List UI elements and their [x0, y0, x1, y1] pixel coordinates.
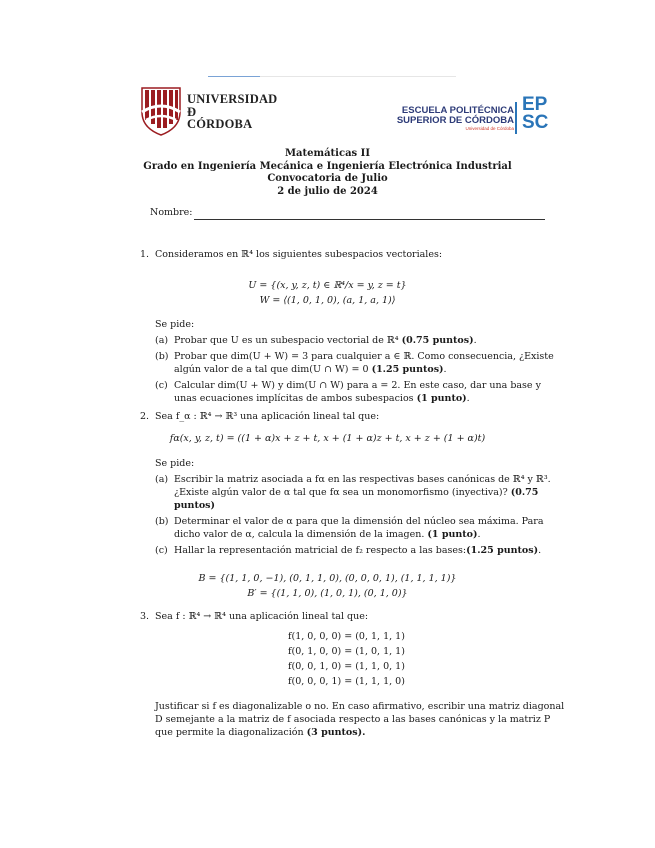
epsc-divider	[515, 102, 517, 134]
session: Convocatoria de Julio	[267, 173, 388, 185]
q3-eq-1: f(1, 0, 0, 0) = (0, 1, 1, 1)	[288, 631, 405, 642]
q2-se-pide: Se pide:	[155, 458, 195, 469]
q3-eq-4: f(0, 0, 0, 1) = (1, 1, 1, 0)	[288, 676, 405, 687]
q1-b-line1: Probar que dim(U + W) = 3 para cualquier a ∈ ℝ. Como consecuencia, ¿Existe	[174, 351, 554, 362]
top-rule	[208, 76, 456, 77]
q2-c-label: (c)	[155, 545, 168, 556]
q1-b-line2: algún valor de a tal que dim(U ∩ W) = 0 (1.25 puntos).	[174, 364, 447, 375]
q2-intro: Sea f_α : ℝ⁴ → ℝ³ una aplicación lineal tal que:	[155, 411, 380, 422]
q3-number: 3.	[140, 611, 150, 622]
q2-b-line1: Determinar el valor de α para que la dimensión del núcleo sea máxima. Para	[174, 516, 544, 527]
epsc-line-3: Universidad de Córdoba	[465, 126, 514, 131]
q2-a-label: (a)	[155, 474, 169, 485]
q2-eq-b: B = {(1, 1, 0, −1), (0, 1, 1, 0), (0, 0, 0, 1), (1, 1, 1, 1)}	[198, 573, 457, 584]
q1-intro: Consideramos en ℝ⁴ los siguientes subespacios vectoriales:	[155, 249, 443, 260]
epsc-logo	[396, 94, 562, 140]
q2-a-pts: puntos)	[174, 500, 216, 511]
q3-intro: Sea f : ℝ⁴ → ℝ⁴ una aplicación lineal tal que:	[155, 611, 369, 622]
uco-line-1: UNIVERSIDAD	[187, 92, 278, 106]
q2-a-line1: Escribir la matriz asociada a fα en las respectivas bases canónicas de ℝ⁴ y ℝ³.	[174, 474, 551, 485]
q3-eq-3: f(0, 0, 1, 0) = (1, 1, 0, 1)	[288, 661, 405, 672]
q2-number: 2.	[140, 411, 150, 422]
q1-a-label: (a)	[155, 335, 169, 346]
q3-eq-2: f(0, 1, 0, 0) = (1, 0, 1, 1)	[288, 646, 405, 657]
q1-c-line1: Calcular dim(U + W) y dim(U ∩ W) para a = 2. En este caso, dar una base y	[174, 380, 541, 391]
epsc-mark: EP SC	[522, 94, 549, 133]
q2-eq-f: fα(x, y, z, t) = ((1 + α)x + z + t, x + (1 + α)z + t, x + z + (1 + α)t)	[169, 433, 486, 444]
q1-a: Probar que U es un subespacio vectorial de ℝ⁴ (0.75 puntos).	[174, 335, 477, 346]
uco-line-3: CÓRDOBA	[187, 117, 253, 131]
q2-c: Hallar la representación matricial de f₂ respecto a las bases:(1.25 puntos).	[174, 545, 542, 556]
q1-c-label: (c)	[155, 380, 168, 391]
q1-eq-u: U = {(x, y, z, t) ∈ ℝ⁴/x = y, z = t}	[248, 280, 407, 291]
uco-logo	[140, 86, 278, 138]
uco-shield-icon	[140, 86, 182, 136]
name-label: Nombre:	[150, 207, 193, 218]
name-field-line[interactable]	[194, 219, 545, 220]
q2-a-line2: ¿Existe algún valor de α tal que fα sea un monomorfismo (inyectiva)? (0.75	[174, 487, 539, 498]
q1-se-pide: Se pide:	[155, 319, 195, 330]
q3-line1: Justificar si f es diagonalizable o no. En caso afirmativo, escribir una matriz diagonal	[155, 701, 565, 712]
q1-b-label: (b)	[155, 351, 169, 362]
uco-line-2: Ð	[187, 104, 197, 119]
q1-c-line2: unas ecuaciones implícitas de ambos subespacios (1 punto).	[174, 393, 470, 404]
q2-b-line2: dicho valor de α, calcula la dimensión de la imagen. (1 punto).	[174, 529, 481, 540]
q2-b-label: (b)	[155, 516, 169, 527]
subject: Matemáticas II	[284, 148, 371, 159]
epsc-line-2: SUPERIOR DE CÓRDOBA	[396, 115, 514, 126]
q1-number: 1.	[140, 249, 150, 260]
epsc-line-1: ESCUELA POLITÉCNICA	[401, 105, 514, 116]
q1-eq-w: W = ⟨(1, 0, 1, 0), (a, 1, a, 1)⟩	[259, 295, 396, 306]
degree: Grado en Ingeniería Mecánica e Ingeniería Electrónica Industrial	[143, 160, 512, 172]
exam-date: 2 de julio de 2024	[277, 185, 378, 197]
exam-title	[0, 148, 655, 198]
q2-eq-b2: B′ = {(1, 1, 0), (1, 0, 1), (0, 1, 0)}	[247, 588, 408, 599]
q3-line3: que permite la diagonalización (3 puntos).	[155, 727, 366, 738]
q3-line2: D semejante a la matriz de f asociada respecto a las bases canónicas y la matriz P	[155, 714, 551, 725]
